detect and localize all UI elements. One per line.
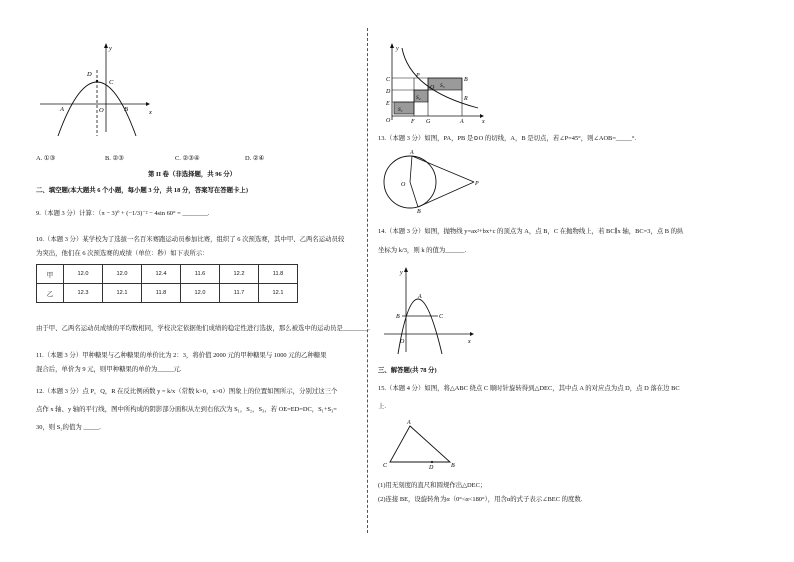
- question-15-line2: 上.: [378, 403, 386, 410]
- parabola-curve: [398, 299, 442, 354]
- fig12-label-b: B: [464, 77, 468, 83]
- fig13-label-p: P: [475, 181, 479, 187]
- question-9: 9.（本题 3 分）计算：（π − 3)⁰ + (−1/3)⁻² − 4sin 60° = ________.: [36, 210, 210, 217]
- hyperbola-figure: [378, 40, 488, 124]
- column-divider: [367, 28, 368, 533]
- fig1-label-b: B: [124, 106, 128, 113]
- fig15-label-c: C: [383, 463, 388, 469]
- fig12-label-s2: S₂: [416, 95, 421, 101]
- fig14-label-o: O: [400, 339, 405, 345]
- question-12-line2: 点作 x 轴、y 轴的平行线，图中所构成的阴影部分面积从左到右依次为 S₁，S₂，S₃，若 OE=ED=DC，S₁+S₃=: [36, 406, 337, 413]
- fig13-label-a: A: [410, 150, 414, 156]
- question-10-line1: 10.（本题 3 分）某学校为了选拔一名百米赛跑运动员参加比赛，组织了 6 次预选赛，其中甲、乙两名运动员较: [36, 236, 345, 243]
- question-15-line1: 15.（本题 4 分）如图，将△ABC 绕点 C 顺时针旋转得到△DEC，其中点 A 的对应点为点 D，点 D 落在边 BC: [378, 385, 680, 392]
- fig14-label-b: B: [396, 314, 400, 320]
- fig15-label-a: A: [407, 420, 411, 426]
- section-title: 第 II 卷（非选择题，共 96 分）: [148, 171, 237, 178]
- rect-s1: [394, 102, 414, 114]
- fig12-label-q: Q: [430, 85, 435, 91]
- question-15-part2: (2)连接 BE，设旋转角为α（0°<α<180°），用含α的式子表示∠BEC 的度数.: [378, 496, 583, 503]
- table-cell: 12.3: [64, 284, 103, 303]
- fig12-label-f: F: [411, 119, 415, 124]
- fig12-label-p: P: [416, 73, 420, 79]
- table-cell: 12.4: [142, 265, 181, 284]
- question-11-line1: 11.（本题 3 分）甲种糖果与乙种糖果的单价比为 2：3，将价值 2000 元的甲种糖果与 1000 元的乙种糖果: [36, 352, 327, 359]
- fig1-label-d: D: [87, 71, 92, 78]
- question-14-line1: 14.（本题 3 分）如图，抛物线 y=ax²+bx+c 的顶点为 A，点 B，C 在抛物线上，若 BC∥x 轴，BC=3，点 B 的纵: [378, 228, 684, 235]
- option-d: D. ②④: [245, 155, 265, 162]
- table-cell: 12.1: [103, 284, 142, 303]
- fig12-label-r: R: [464, 96, 468, 102]
- parabola-bc-figure: [380, 264, 476, 356]
- fig12-label-g: G: [426, 119, 431, 124]
- tangent-circle-figure: [380, 148, 480, 214]
- table-cell: 11.7: [220, 284, 259, 303]
- triangle-figure: [380, 416, 460, 472]
- fig12-label-e: E: [386, 101, 390, 107]
- table-row: [37, 284, 298, 303]
- fig1-label-y: y: [109, 45, 112, 52]
- question-10-line2: 为突出，他们在 6 次预选赛的成绩（单位：秒）如下表所示：: [36, 250, 209, 257]
- fig14-label-y: y: [400, 270, 403, 276]
- triangle-abc: [390, 426, 450, 462]
- fig1-label-a: A: [60, 106, 64, 113]
- table-row: [37, 265, 298, 284]
- question-10-after: 由于甲、乙两名运动员成绩的平均数相同，学校决定依据他们成绩的稳定性进行选拔，那么被选中的运动员是________.: [36, 325, 370, 332]
- question-14-line2: 坐标为 k/3，则 k 的值为______.: [378, 247, 467, 254]
- fig14-label-x: x: [468, 339, 471, 345]
- fig13-label-b: B: [417, 209, 421, 214]
- option-c: C. ②③④: [175, 155, 200, 162]
- table-cell: 12.0: [103, 265, 142, 284]
- fig12-label-s1: S₁: [398, 107, 403, 113]
- fig12-label-o: O: [386, 118, 391, 124]
- part2-heading: 二、填空题(本大题共 6 个小题，每小题 3 分，共 18 分，答案写在答题卡上): [36, 187, 248, 194]
- table-cell: 12.1: [259, 284, 298, 303]
- option-b: B. ②③: [105, 155, 124, 162]
- table-cell: 12.2: [220, 265, 259, 284]
- fig12-label-x: x: [482, 119, 485, 124]
- question-12-line3: 30，则 S₂的值为 _____.: [36, 424, 101, 431]
- scores-table: [36, 264, 298, 303]
- table-cell: 11.6: [181, 265, 220, 284]
- table-cell: 11.8: [142, 284, 181, 303]
- part3-heading: 三、解答题(共 78 分): [378, 367, 437, 374]
- table-cell: 12.0: [64, 265, 103, 284]
- fig15-label-b: B: [451, 463, 455, 469]
- table-cell: 12.0: [181, 284, 220, 303]
- fig15-label-d: D: [429, 465, 434, 471]
- fig14-label-c: C: [439, 314, 444, 320]
- question-15-part1: (1)用无刻度的直尺和圆规作出△DEC；: [378, 482, 487, 489]
- parabola-figure: [36, 40, 156, 136]
- option-a: A. ①③: [36, 155, 56, 162]
- fig12-label-s3: S₃: [440, 83, 445, 89]
- fig1-label-c: C: [109, 79, 114, 86]
- fig1-label-o: O: [99, 107, 104, 114]
- fig1-label-x: x: [149, 109, 152, 116]
- fig12-label-a: A: [460, 119, 464, 124]
- table-cell: 11.8: [259, 265, 298, 284]
- row-label: 乙: [37, 284, 64, 303]
- fig12-label-c: C: [386, 77, 391, 83]
- question-11-line2: 混合后，单价为 9 元，则甲种糖果的单价为_____元.: [36, 366, 182, 373]
- fig12-label-y: y: [396, 46, 399, 52]
- fig14-label-a: A: [418, 294, 422, 300]
- fig13-label-o: O: [401, 182, 406, 188]
- row-label: 甲: [37, 265, 64, 284]
- question-12-line1: 12.（本题 3 分）点 P，Q，R 在反比例函数 y = k/x（常数 k>0，x>0）图象上的位置如图所示，分别过这三个: [36, 388, 338, 395]
- fig12-label-d: D: [386, 89, 391, 95]
- question-13: 13.（本题 3 分）如图，PA，PB 是⊙O 的切线，A，B 是切点，若∠P=45°，则∠AOB=_____°.: [378, 135, 637, 142]
